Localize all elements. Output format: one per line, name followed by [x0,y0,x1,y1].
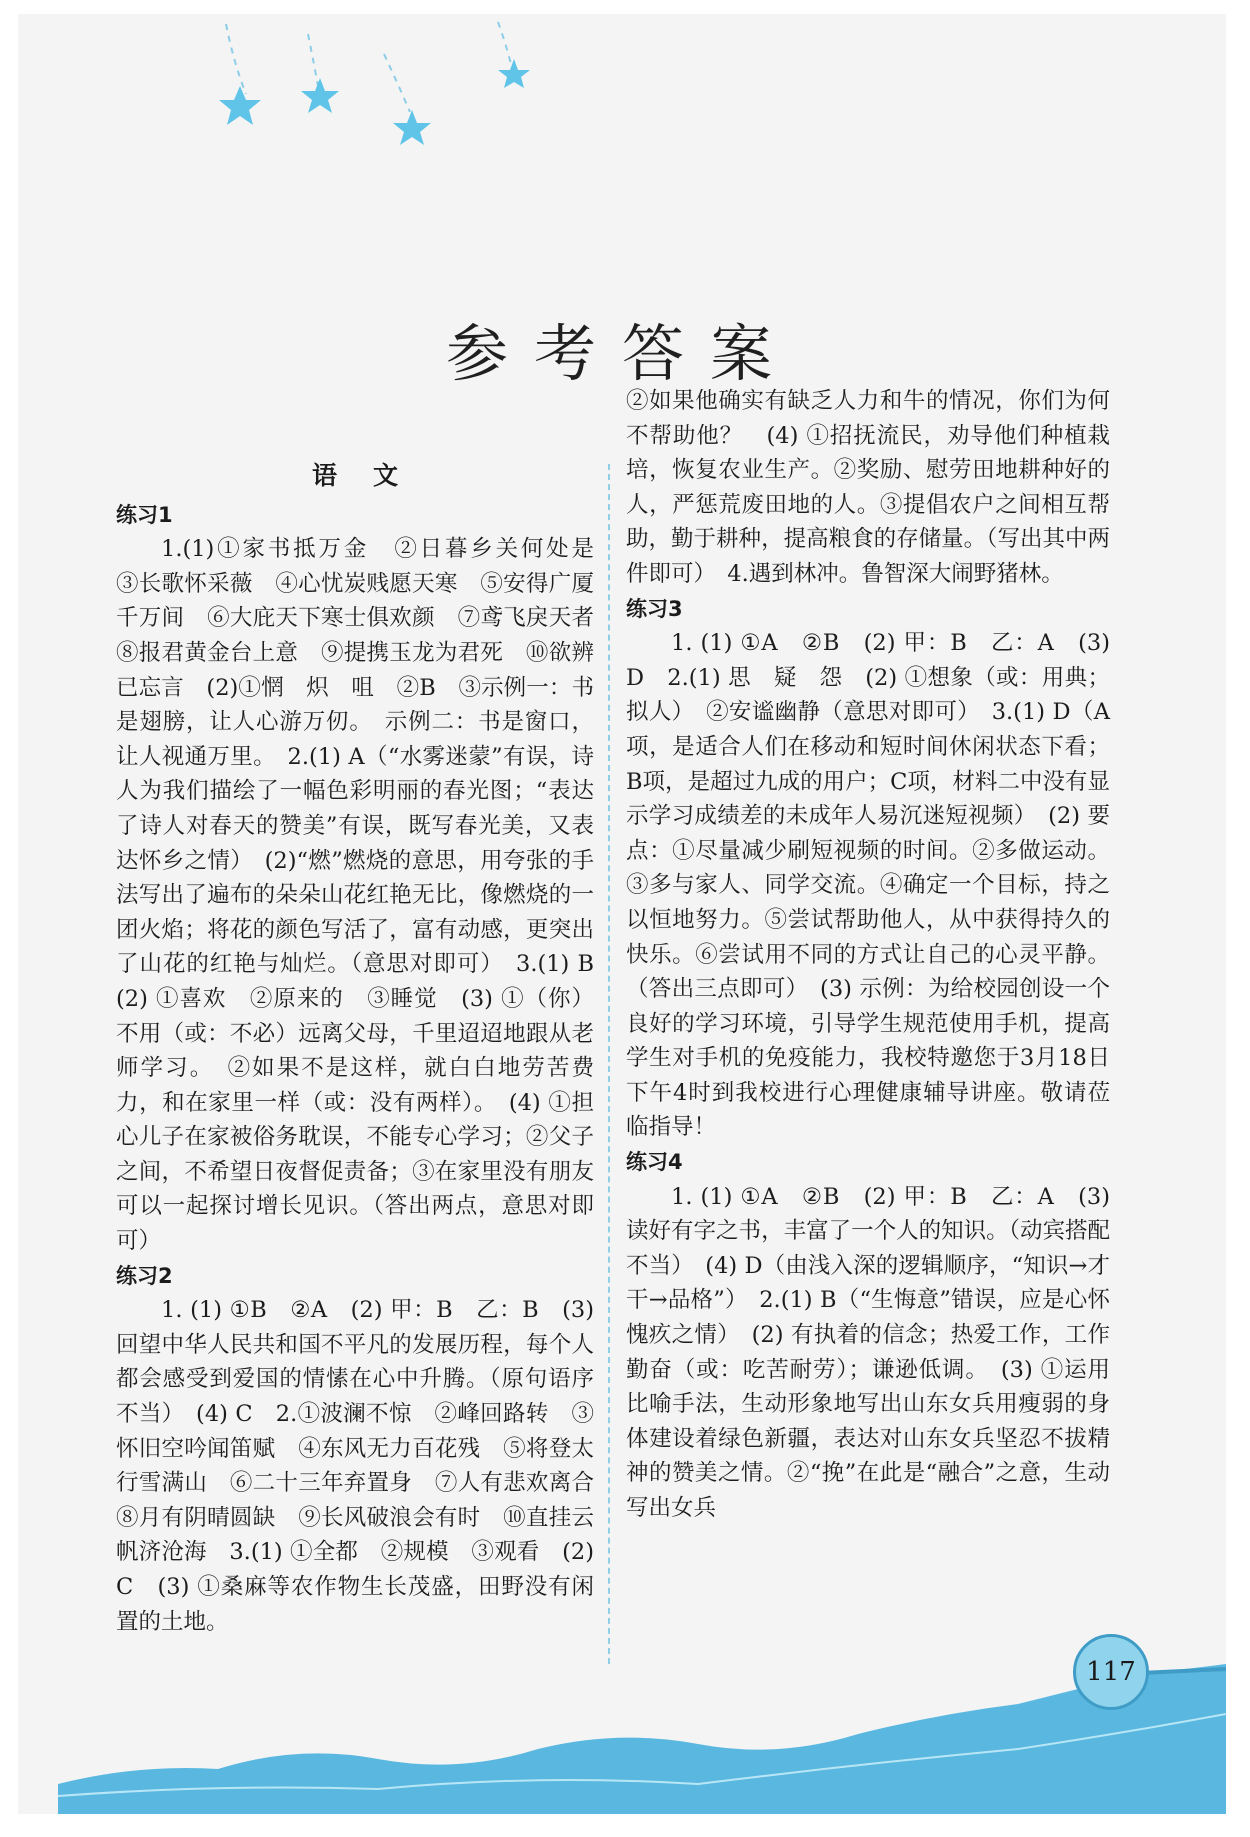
exercise-heading: 练习3 [626,596,683,621]
left-column [116,459,617,1639]
star-icon [498,59,530,88]
exercise-answers: 1. (1) ①A ②B (2) 甲：B 乙：A (3) D 2.(1) 思 疑 怨 (2) ①想象（或：用典；拟人） ②安谧幽静（意思对即可） 3.(1) D（A项，是适合人们在移动和短时间休闲状态下看；B项，是超过九成的用户；C项，材料二中没有显示学习成绩差的未成年人易沉迷短视频） (2) 要点：①尽量减少刷短视频的时间。②多做运动。③多与家人、同学交流。④确定一个目标，持之以恒地努力。⑤尝试帮助他人，从中获得持久的快乐。⑥尝试用不同的方式让自己的心灵平静。（答出三点即可） (3) 示例：为给校园创设一个良好的学习环境，引导学生规范使用手机，提高学生对手机的免疫能力，我校特邀您于3月18日下午4时到我校进行心理健康辅导讲座。敬请莅临指导！ [626,630,1110,1141]
star-icon [393,110,431,145]
answer-page [18,14,1226,1814]
exercise-answers: 1.(1)①家书抵万金 ②日暮乡关何处是 ③长歌怀采薇 ④心忧炭贱愿天寒 ⑤安得广厦千万间 ⑥大庇天下寒士俱欢颜 ⑦鸢飞戾天者 ⑧报君黄金台上意 ⑨提携玉龙为君死 ⑩欲辨已忘言 (2)①惘 炽 咀 ②B ③示例一：书是翅膀，让人心游万仞。 示例二：书是窗口，让人视通万里。 2.(1) A（“水雾迷蒙”有误，诗人为我们描绘了一幅色彩明丽的春光图；“表达了诗人对春天的赞美”有误，既写春光美，又表达怀乡之情） (2)“燃”燃烧的意思，用夸张的手法写出了遍布的朵朵山花红艳无比，像燃烧的一团火焰；将花的颜色写活了，富有动感，更突出了山花的红艳与灿烂。（意思对即可） 3.(1) B (2) ①喜欢 ②原来的 ③睡觉 (3) ①（你）不用（或：不必）远离父母，千里迢迢地跟从老师学习。 ②如果不是这样，就白白地劳苦费力，和在家里一样（或：没有两样）。 (4) ①担心儿子在家被俗务耽误，不能专心学习；②父子之间，不希望日夜督促责备；③在家里没有朋友可以一起探讨增长见识。（答出两点，意思对即可） [116,536,617,1255]
subject-heading: 语文 [311,461,434,490]
star-icon [219,86,261,125]
page-title: 参考答案 [445,317,798,390]
right-column [626,384,1110,1526]
exercise-heading: 练习2 [116,1263,173,1288]
exercise-answers: 1. (1) ①A ②B (2) 甲：B 乙：A (3) 读好有字之书，丰富了一个人的知识。（动宾搭配不当） (4) D（由浅入深的逻辑顺序，“知识→才干→品格”） 2.(1) B（“生悔意”错误，应是心怀愧疚之情） (2) 有执着的信念；热爱工作，工作勤奋（或：吃苦耐劳）；谦逊低调。 (3) ①运用比喻手法，生动形象地写出山东女兵用瘦弱的身体建设着绿色新疆，表达对山东女兵坚忍不拔精神的赞美之情。②“挽”在此是“融合”之意，生动写出女兵 [626,1183,1110,1521]
exercise-heading: 练习1 [116,502,173,527]
star-icon [301,78,339,113]
exercise-answers: 1. (1) ①B ②A (2) 甲：B 乙：B (3) 回望中华人民共和国不平凡的发展历程，每个人都会感受到爱国的情愫在心中升腾。（原句语序不当） (4) C 2.①波澜不惊 ②峰回路转 ③怀旧空吟闻笛赋 ④东风无力百花残 ⑤将登太行雪满山 ⑥二十三年弃置身 ⑦人有悲欢离合 ⑧月有阴晴圆缺 ⑨长风破浪会有时 ⑩直挂云帆济沧海 3.(1) ①全都 ②规模 ③观看 (2) C (3) ①桑麻等农作物生长茂盛，田野没有闲置的土地。 [116,1297,617,1635]
wave-decoration [58,1664,1226,1814]
exercise-answers: ②如果他确实有缺乏人力和牛的情况，你们为何不帮助他？ (4) ①招抚流民，劝导他们种植栽培，恢复农业生产。②奖励、慰劳田地耕种好的人，严惩荒废田地的人。③提倡农户之间相互帮助，勤于耕种，提高粮食的存储量。（写出其中两件即可） 4.遇到林冲。鲁智深大闹野猪林。 [626,388,1110,587]
page-number: 117 [1073,1634,1149,1710]
column-divider [608,464,610,1664]
exercise-heading: 练习4 [626,1150,683,1175]
